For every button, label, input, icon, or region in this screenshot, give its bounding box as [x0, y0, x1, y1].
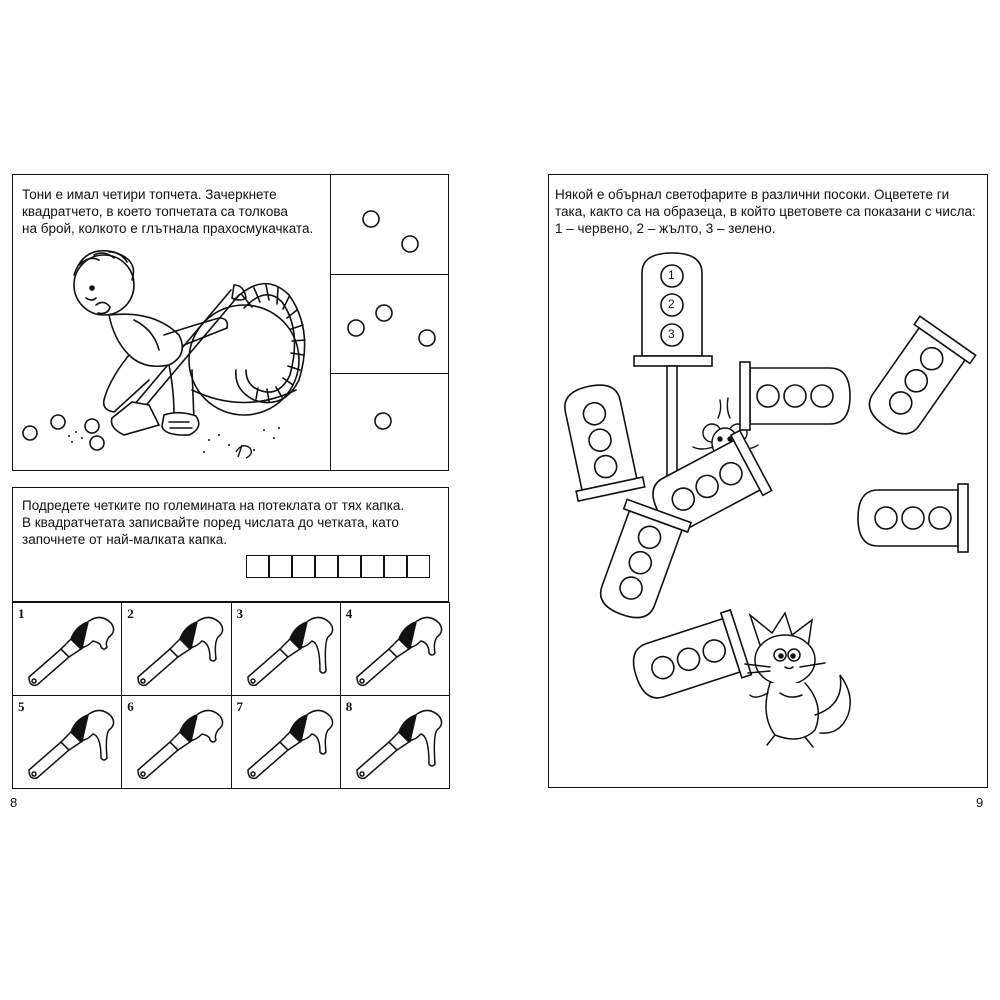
- task2-line-1: Подредете четките по големината на потеклата от тях капка.: [22, 498, 405, 513]
- paintbrush-icon: [240, 607, 340, 693]
- brush-number: 7: [236, 699, 243, 714]
- answer-box[interactable]: [246, 555, 269, 578]
- paintbrush-icon: [21, 607, 121, 693]
- answer-boxes-row: [246, 555, 436, 579]
- brush-number: 8: [345, 699, 353, 714]
- task2-line-3: започнете от най-малката капка.: [22, 532, 228, 547]
- paintbrush-icon: [349, 700, 449, 786]
- sample-light-2: 2: [668, 297, 675, 311]
- sample-light-1: 1: [668, 268, 675, 282]
- task2-line-2: В квадратчетата записвайте поред числата до четката, като: [22, 515, 399, 530]
- cat-illustration: [730, 605, 860, 755]
- traffic-light: [555, 379, 644, 501]
- sample-light-3: 3: [668, 327, 675, 341]
- brush-number: 3: [236, 606, 243, 621]
- answer-box[interactable]: [338, 555, 361, 578]
- answer-box[interactable]: [315, 555, 338, 578]
- brush-cell: [340, 602, 450, 696]
- right-task-line-3: 1 – червено, 2 – жълто, 3 – зелено.: [555, 221, 776, 236]
- brush-grid: [12, 602, 449, 788]
- boy-vacuum-illustration: [14, 240, 328, 468]
- brush-number: 6: [127, 699, 134, 714]
- traffic-light: [857, 316, 976, 445]
- paintbrush-icon: [240, 700, 340, 786]
- traffic-light: [858, 484, 968, 552]
- paintbrush-icon: [130, 700, 230, 786]
- brush-cell: [121, 602, 231, 696]
- right-task-line-1: Някой е обърнал светофарите в различни посоки. Оцветете ги: [555, 187, 950, 202]
- brush-cell: [231, 602, 341, 696]
- right-task-line-2: така, както са на образеца, в който цветовете са показани с числа:: [555, 204, 976, 219]
- brush-cell: [340, 695, 450, 789]
- answer-box[interactable]: [361, 555, 384, 578]
- paintbrush-icon: [349, 607, 449, 693]
- brush-number: 1: [18, 606, 25, 621]
- brush-cell: [12, 695, 122, 789]
- option-2-balls[interactable]: [331, 275, 449, 373]
- brush-number: 5: [18, 699, 25, 714]
- traffic-light: [740, 362, 850, 430]
- paintbrush-icon: [21, 700, 121, 786]
- brush-number: 4: [345, 606, 353, 621]
- left-page-number: 8: [10, 795, 18, 810]
- answer-box[interactable]: [384, 555, 407, 578]
- brush-cell: [12, 602, 122, 696]
- option-1-balls[interactable]: [331, 175, 449, 274]
- traffic-light: [590, 499, 692, 626]
- brush-cell: [231, 695, 341, 789]
- task1-line-3: на брой, колкото е глътнала прахосмукачката.: [22, 221, 314, 236]
- brush-cell: [121, 695, 231, 789]
- option-3-balls[interactable]: [331, 374, 449, 470]
- answer-box[interactable]: [407, 555, 430, 578]
- task1-line-1: Тони е имал четири топчета. Зачеркнете: [22, 187, 277, 202]
- right-page-number: 9: [976, 795, 984, 810]
- answer-box[interactable]: [269, 555, 292, 578]
- answer-box[interactable]: [292, 555, 315, 578]
- task1-line-2: квадратчето, в което топчетата са толкова: [22, 204, 288, 219]
- paintbrush-icon: [130, 607, 230, 693]
- brush-number: 2: [127, 606, 134, 621]
